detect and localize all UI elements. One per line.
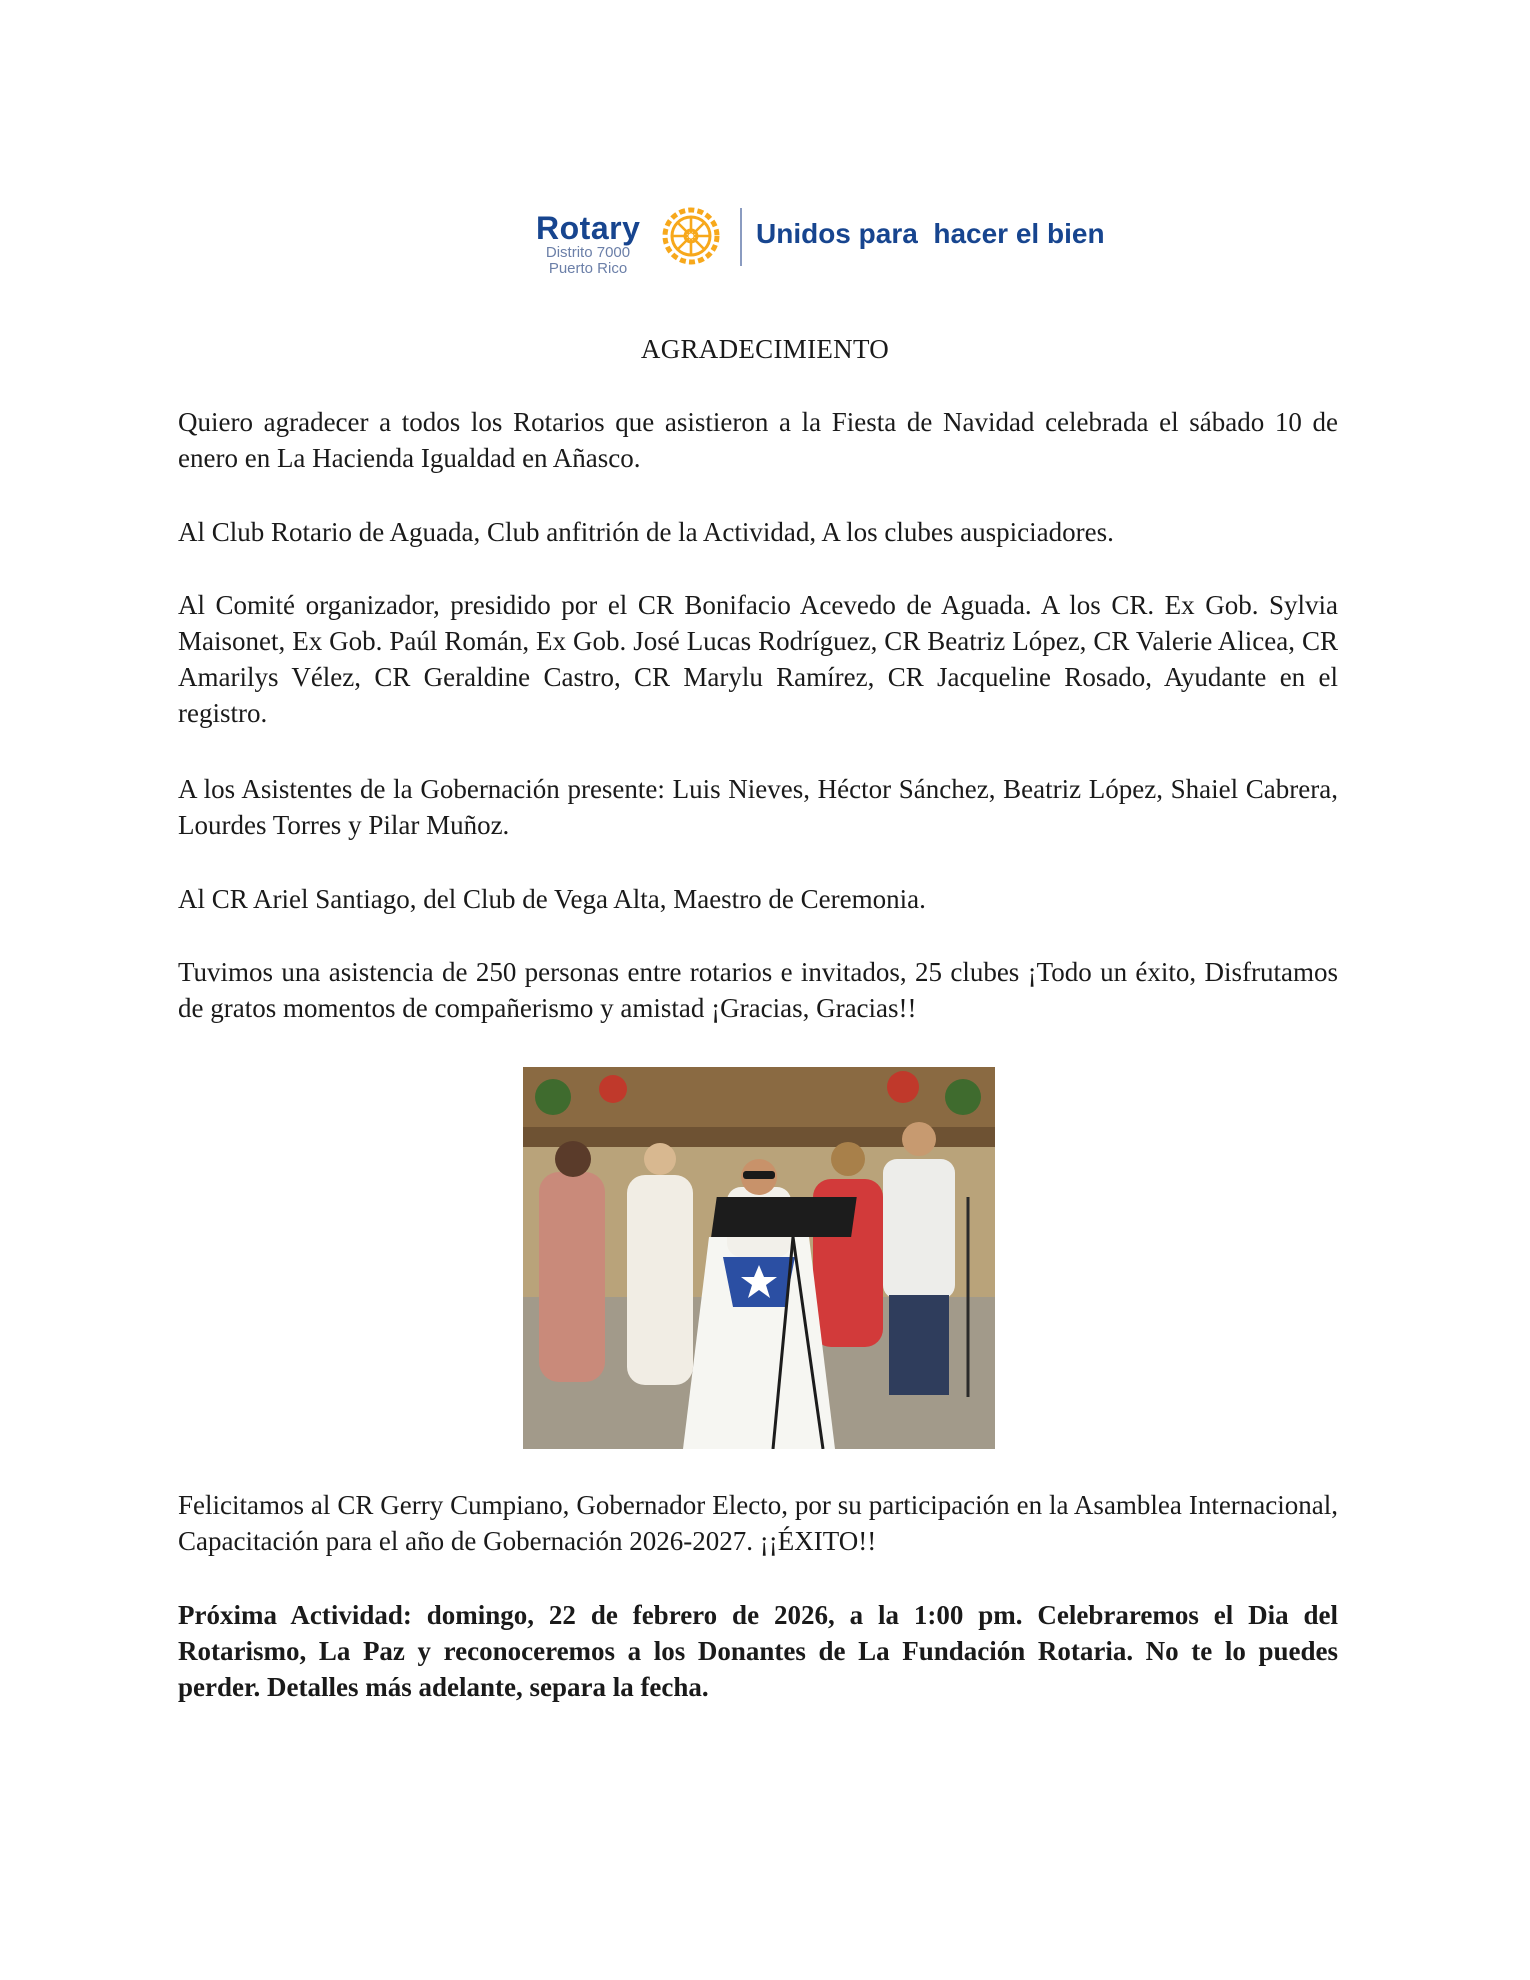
paragraph-thanks: Quiero agradecer a todos los Rotarios que asistieron a la Fiesta de Navidad celebrada el sábado 10 de enero en La Hacienda Igualdad en Añasco.	[178, 407, 1338, 473]
paragraph-congratulations: Felicitamos al CR Gerry Cumpiano, Gobernador Electo, por su participación en la Asamblea Internacional, Capacitación para el año de Gobernación 2026-2027. ¡¡ÉXITO!!	[178, 1490, 1338, 1556]
logo-region: Puerto Rico	[548, 260, 628, 277]
rotary-logo	[528, 200, 1158, 290]
paragraph-attendance: Tuvimos una asistencia de 250 personas entre rotarios e invitados, 25 clubes ¡Todo un éxito, Disfrutamos de gratos momentos de compañerismo y amistad ¡Gracias, Gracias!!	[178, 957, 1338, 1023]
page-title: AGRADECIMIENTO	[640, 334, 890, 364]
event-photo	[523, 1067, 995, 1449]
logo-tagline: Unidos para hacer el bien	[756, 218, 1105, 249]
paragraph-committee: Al Comité organizador, presidido por el CR Bonifacio Acevedo de Aguada. A los CR. Ex Gob. Sylvia Maisonet, Ex Gob. Paúl Román, Ex Gob. José Lucas Rodríguez, CR Beatriz López, CR Valerie Alicea, CR Amarilys Vélez, CR Geraldine Castro, CR Marylu Ramírez, CR Jacqueline Rosado, Ayudante en el registro.	[178, 590, 1338, 728]
paragraph-emcee: Al CR Ariel Santiago, del Club de Vega Alta, Maestro de Ceremonia.	[178, 884, 926, 914]
logo-divider	[740, 208, 742, 266]
paragraph-assistants: A los Asistentes de la Gobernación presente: Luis Nieves, Héctor Sánchez, Beatriz López, Shaiel Cabrera, Lourdes Torres y Pilar Muñoz.	[178, 774, 1338, 840]
event-photo-illustration	[523, 1067, 995, 1449]
announcement-next-activity: Próxima Actividad: domingo, 22 de febrero de 2026, a la 1:00 pm. Celebraremos el Dia del Rotarismo, La Paz y reconoceremos a los Donantes de La Fundación Rotaria. No te lo puedes perder. Detalles más adelante, separa la fecha.	[178, 1600, 1338, 1702]
logo-brand: Rotary	[536, 210, 641, 246]
rotary-wheel-icon	[660, 205, 722, 267]
paragraph-host-club: Al Club Rotario de Aguada, Club anfitrión de la Actividad, A los clubes auspiciadores.	[178, 517, 1114, 547]
logo-district: Distrito 7000	[545, 244, 631, 261]
